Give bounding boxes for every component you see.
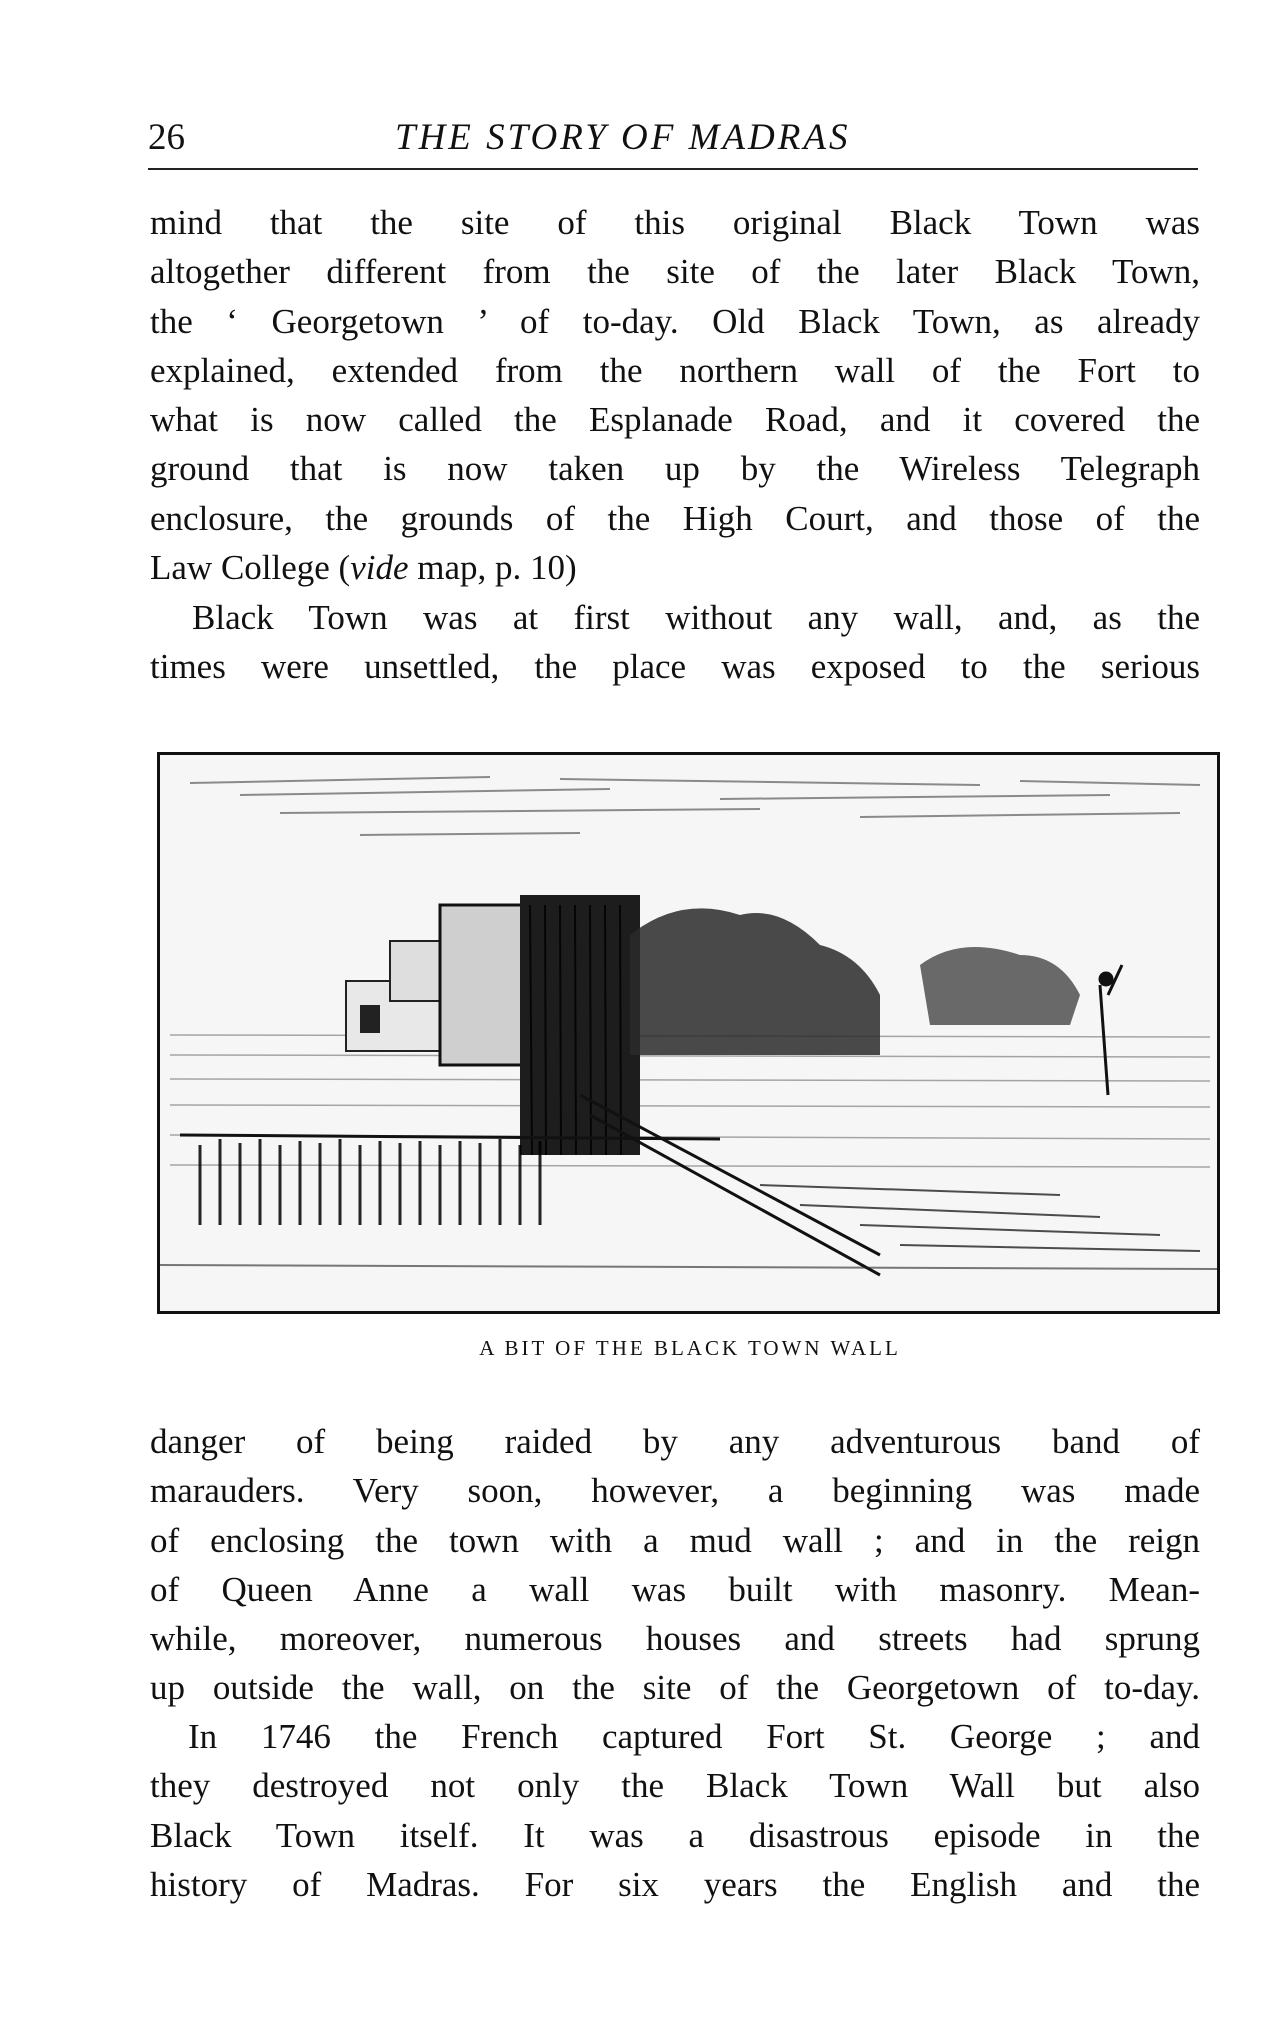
text-line: while, moreover, numerous houses and streets had sprung <box>150 1619 1200 1659</box>
text-line <box>150 543 1200 592</box>
text-line: danger of being raided by any adventurous band of <box>150 1422 1200 1461</box>
text-line: they destroyed not only the Black Town Wall but also <box>150 1766 1200 1806</box>
paragraph-continued <box>150 198 1200 592</box>
text-line: times were unsettled, the place was exposed to the serious <box>150 647 1200 687</box>
illustration-black-town-wall <box>157 752 1220 1314</box>
header-rule <box>148 168 1198 170</box>
text-segment: Law College ( <box>150 548 351 588</box>
text-line: Black Town itself. It was a disastrous episode in the <box>150 1815 1200 1855</box>
text-line: what is now called the Esplanade Road, and it covered the <box>150 400 1200 440</box>
page-number: 26 <box>148 117 185 158</box>
wall-engraving <box>160 755 1217 1311</box>
text-line: history of Madras. For six years the English and the <box>150 1864 1200 1904</box>
text-line: altogether different from the site of the later Black Town, <box>150 252 1200 292</box>
text-line: mind that the site of this original Black Town was <box>150 203 1200 242</box>
text-line: ground that is now taken up by the Wireless Telegraph <box>150 449 1200 489</box>
text-line: enclosure, the grounds of the High Court, and those of the <box>150 498 1200 538</box>
text-line: In 1746 the French captured Fort St. George ; and <box>188 1717 1200 1756</box>
figure-caption: A BIT OF THE BLACK TOWN WALL <box>479 1336 901 1360</box>
italic-vide: vide <box>350 548 409 588</box>
paragraph-french <box>150 1712 1200 1909</box>
page-header <box>148 112 1198 164</box>
text-line: of enclosing the town with a mud wall ; and in the reign <box>150 1520 1200 1560</box>
text-line: marauders. Very soon, however, a beginning was made <box>150 1471 1200 1511</box>
text-segment: map, p. 10) <box>408 548 577 588</box>
text-line: Black Town was at first without any wall, and, as the <box>192 598 1200 637</box>
paragraph-black-town <box>150 593 1200 692</box>
text-line: the ‘ Georgetown ’ of to-day. Old Black Town, as already <box>150 301 1200 341</box>
running-title: THE STORY OF MADRAS <box>395 117 851 158</box>
text-line: explained, extended from the northern wall of the Fort to <box>150 350 1200 390</box>
paragraph-wall <box>150 1417 1200 1713</box>
text-line: up outside the wall, on the site of the Georgetown of to-day. <box>150 1668 1200 1708</box>
text-line: of Queen Anne a wall was built with masonry. Mean- <box>150 1569 1200 1609</box>
